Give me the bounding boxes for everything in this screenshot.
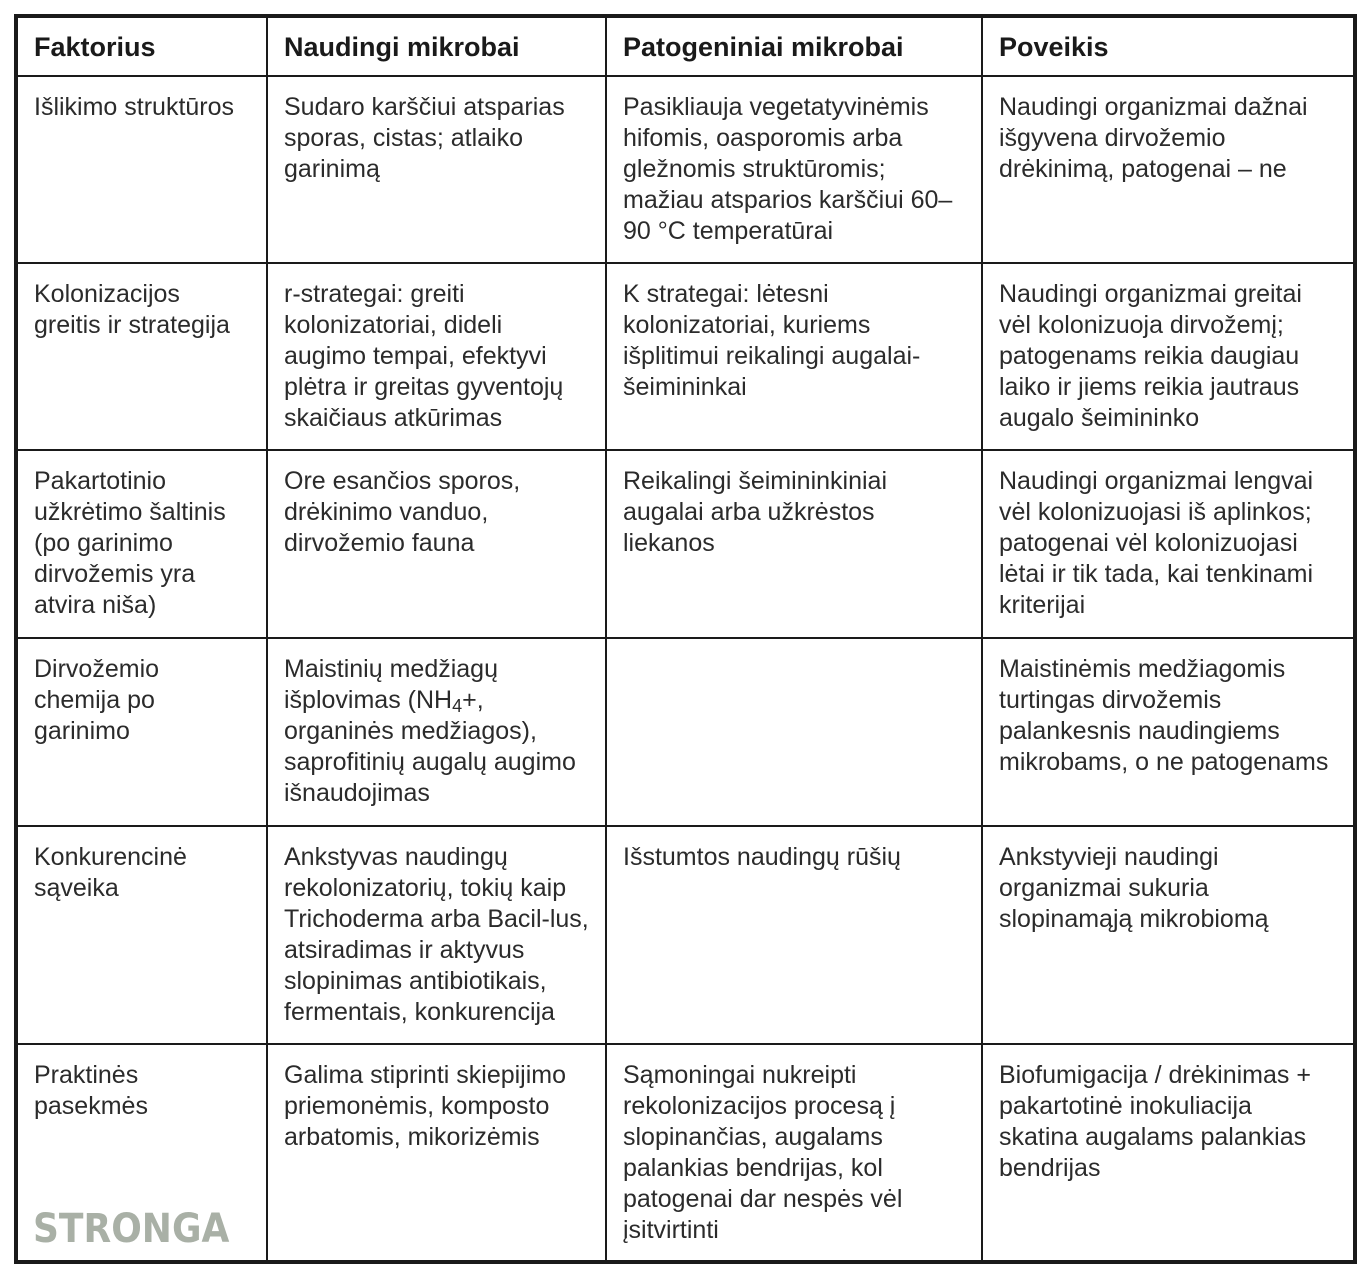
header-beneficial: Naudingi mikrobai	[267, 18, 606, 76]
cell-factor: Praktinės pasekmės	[18, 1044, 267, 1260]
cell-beneficial: r-strategai: greiti kolonizatoriai, dideli augimo tempai, efektyvi plėtra ir greitas gyventojų skaičiaus atkūrimas	[267, 263, 606, 450]
cell-pathogenic: Sąmoningai nukreipti rekolonizacijos procesą į slopinančias, augalams palankias bendrijas, kol patogenai dar nespės vėl įsitvirtinti	[606, 1044, 982, 1260]
table-row	[18, 826, 1353, 1044]
cell-beneficial-text-before: Maistinių medžiagų išplovimas (NH	[284, 655, 498, 714]
cell-effect: Ankstyvieji naudingi organizmai sukuria slopinamąją mikrobiomą	[982, 826, 1353, 1044]
cell-factor: Kolonizacijos greitis ir strategija	[18, 263, 267, 450]
cell-beneficial: Ore esančios sporos, drėkinimo vanduo, dirvožemio fauna	[267, 450, 606, 638]
subscript-four: 4	[452, 696, 463, 716]
header-pathogenic: Patogeniniai mikrobai	[606, 18, 982, 76]
cell-factor: Išlikimo struktūros	[18, 76, 267, 263]
cell-factor: Pakartotinio užkrėtimo šaltinis (po garinimo dirvožemis yra atvira niša)	[18, 450, 267, 638]
cell-effect: Biofumigacija / drėkinimas + pakartotinė inokuliacija skatina augalams palankias bendrijas	[982, 1044, 1353, 1260]
cell-factor: Dirvožemio chemija po garinimo	[18, 638, 267, 826]
table-row	[18, 450, 1353, 638]
cell-effect: Naudingi organizmai dažnai išgyvena dirvožemio drėkinimą, patogenai – ne	[982, 76, 1353, 263]
header-row	[18, 18, 1353, 76]
stronga-logo: STRONGA	[33, 1206, 230, 1252]
cell-effect: Maistinėmis medžiagomis turtingas dirvožemis palankesnis naudingiems mikrobams, o ne patogenams	[982, 638, 1353, 826]
table-row	[18, 638, 1353, 826]
cell-beneficial: Galima stiprinti skiepijimo priemonėmis, komposto arbatomis, mikorizėmis	[267, 1044, 606, 1260]
cell-effect: Naudingi organizmai greitai vėl kolonizuoja dirvožemį; patogenams reikia daugiau laiko ir jiems reikia jautraus augalo šeimininko	[982, 263, 1353, 450]
cell-effect: Naudingi organizmai lengvai vėl kolonizuojasi iš aplinkos; patogenai vėl kolonizuojasi lėtai ir tik tada, kai tenkinami kriterijai	[982, 450, 1353, 638]
table-row	[18, 263, 1353, 450]
table-row	[18, 76, 1353, 263]
cell-pathogenic: K strategai: lėtesni kolonizatoriai, kuriems išplitimui reikalingi augalai-šeimininkai	[606, 263, 982, 450]
cell-pathogenic: Pasikliauja vegetatyvinėmis hifomis, oasporomis arba gležnomis struktūromis; mažiau atsparios karščiui 60–90 °C temperatūrai	[606, 76, 982, 263]
comparison-table-frame	[14, 14, 1357, 1264]
cell-beneficial	[267, 638, 606, 826]
cell-factor: Konkurencinė sąveika	[18, 826, 267, 1044]
cell-pathogenic	[606, 638, 982, 826]
cell-pathogenic: Išstumtos naudingų rūšių	[606, 826, 982, 1044]
cell-beneficial: Sudaro karščiui atsparias sporas, cistas; atlaiko garinimą	[267, 76, 606, 263]
cell-beneficial: Ankstyvas naudingų rekolonizatorių, tokių kaip Trichoderma arba Bacil-lus, atsiradimas ir aktyvus slopinimas antibiotikais, fermentais, konkurencija	[267, 826, 606, 1044]
comparison-table	[18, 18, 1353, 1260]
header-factor: Faktorius	[18, 18, 267, 76]
cell-pathogenic: Reikalingi šeimininkiniai augalai arba užkrėstos liekanos	[606, 450, 982, 638]
header-effect: Poveikis	[982, 18, 1353, 76]
cell-beneficial-text-after: +, organinės medžiagos), saprofitinių augalų augimo išnaudojimas	[284, 686, 576, 807]
